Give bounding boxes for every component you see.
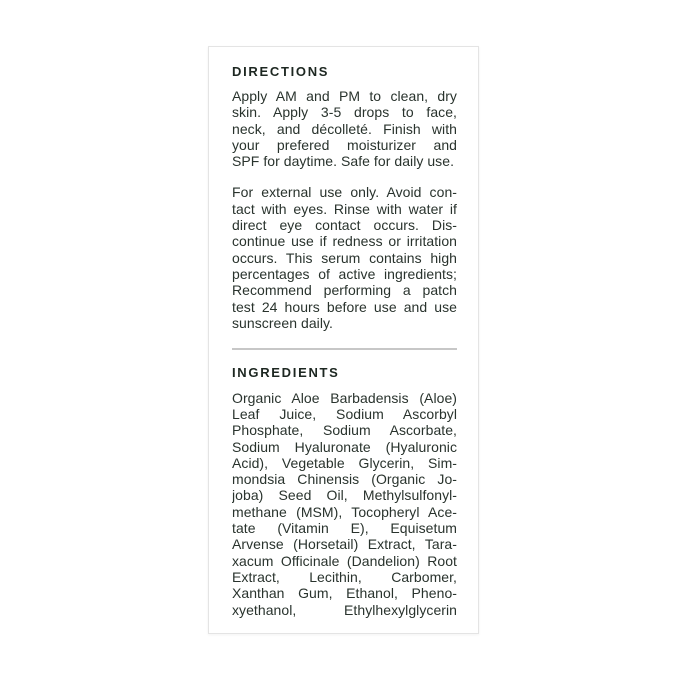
- text-line: sunscreen daily.: [232, 314, 333, 331]
- text-line: Apply AM and PM to clean, dry: [232, 88, 457, 104]
- text-line: tate (Vitamin E), Equisetum: [232, 520, 457, 537]
- product-label-panel: [208, 46, 479, 634]
- ingredients-heading: INGREDIENTS: [232, 364, 340, 380]
- text-line: percentages of active ingredients;: [232, 265, 457, 282]
- text-line: continue use if redness or irritation: [232, 233, 457, 250]
- text-line: Extract, Lecithin, Carbomer,: [232, 568, 457, 585]
- text-line: xacum Officinale (Dandelion) Root: [232, 552, 457, 569]
- text-line: SPF for daytime. Safe for daily use.: [232, 153, 455, 170]
- directions-warning-text: [232, 184, 457, 331]
- ingredients-list-text: [232, 390, 457, 618]
- text-line: Xanthan Gum, Ethanol, Pheno-: [232, 585, 457, 602]
- text-line: Leaf Juice, Sodium Ascorbyl: [232, 405, 457, 422]
- text-line: Arvense (Horsetail) Extract, Tara-: [232, 536, 457, 553]
- section-divider: [232, 348, 457, 350]
- text-line: neck, and décolleté. Finish with: [232, 120, 457, 137]
- text-line: Organic Aloe Barbadensis (Aloe): [232, 389, 457, 406]
- text-line: direct eye contact occurs. Dis-: [232, 217, 457, 234]
- text-line: Acid), Vegetable Glycerin, Sim-: [232, 454, 457, 471]
- text-line: xyethanol, Ethylhexylglycerin: [232, 601, 457, 618]
- text-line: test 24 hours before use and use: [232, 298, 457, 315]
- text-line: occurs. This serum contains high: [232, 249, 457, 266]
- text-line: your prefered moisturizer and: [232, 136, 457, 153]
- text-line: mondsia Chinensis (Organic Jo-: [232, 471, 457, 488]
- text-line: skin. Apply 3-5 drops to face,: [232, 104, 457, 121]
- text-line: tact with eyes. Rinse with water if: [232, 200, 457, 217]
- directions-usage-text: [232, 88, 457, 169]
- text-line: Recommend performing a patch: [232, 282, 457, 299]
- text-line: For external use only. Avoid con-: [232, 184, 457, 201]
- text-line: methane (MSM), Tocopheryl Ace-: [232, 503, 457, 520]
- text-line: Phosphate, Sodium Ascorbate,: [232, 422, 457, 439]
- directions-heading: DIRECTIONS: [232, 64, 330, 79]
- text-line: Sodium Hyaluronate (Hyaluronic: [232, 438, 457, 455]
- text-line: joba) Seed Oil, Methylsulfonyl-: [232, 487, 457, 504]
